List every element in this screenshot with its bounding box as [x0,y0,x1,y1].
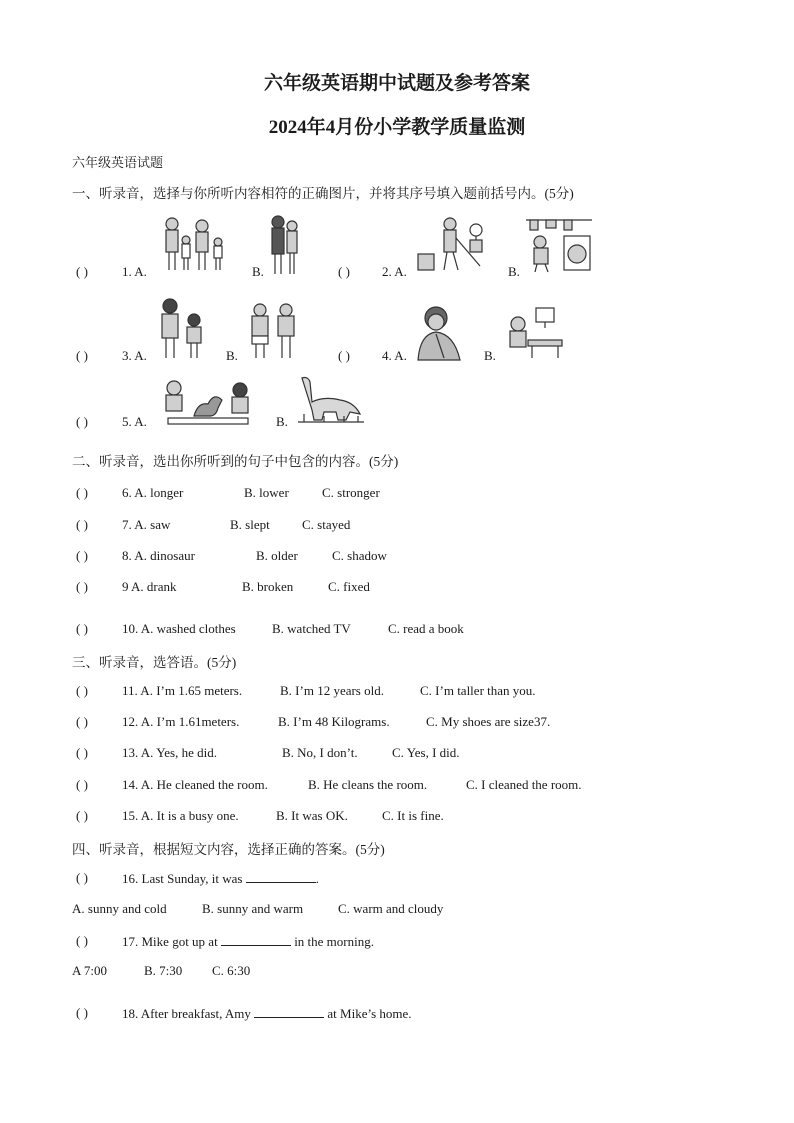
dinosaur-skeleton-picture-icon [294,374,366,426]
q17-stem-text: 17. Mike got up at [122,934,218,949]
answer-paren[interactable]: ( ) [76,548,88,563]
q18-stem-text: 18. After breakfast, Amy [122,1006,251,1021]
q2-label: 2. A. [382,264,407,279]
part2-heading: 二、听录音，选出你所听到的句子中包含的内容。(5分) [72,454,399,469]
q18-stem-end: at Mike’s home. [327,1006,412,1021]
answer-paren[interactable]: ( ) [76,414,88,429]
q1-label: 1. A. [122,264,147,279]
q11-option-c: C. I’m taller than you. [420,683,536,698]
answer-paren[interactable]: ( ) [338,264,350,279]
document-title: 六年级英语期中试题及参考答案 [263,73,530,94]
part3-heading: 三、听录音，选答语。(5分) [72,655,237,670]
q14-option-c: C. I cleaned the room. [466,777,582,792]
q16-stem [122,870,319,887]
answer-paren[interactable]: ( ) [76,714,88,729]
answer-paren[interactable]: ( ) [76,517,88,532]
q4-label: 4. A. [382,348,407,363]
answer-paren[interactable]: ( ) [338,348,350,363]
q10-option-b: B. watched TV [272,621,351,636]
answer-paren[interactable]: ( ) [76,485,88,500]
q13-option-c: C. Yes, I did. [392,745,460,760]
answer-paren[interactable]: ( ) [76,777,88,792]
q17-option-a: A 7:00 [72,963,108,978]
answer-paren[interactable]: ( ) [76,264,88,279]
q9-option-a: 9 A. drank [122,579,177,594]
paper-label: 六年级英语试题 [72,155,164,170]
q5-label: 5. A. [122,414,147,429]
q14-option-a: 14. A. He cleaned the room. [122,777,268,792]
q16-option-b: B. sunny and warm [202,901,304,916]
q16-option-a: A. sunny and cold [72,901,167,916]
answer-paren[interactable]: ( ) [76,745,88,760]
answer-paren[interactable]: ( ) [76,579,88,594]
q3-option-b-image[interactable] [246,302,302,360]
q11-option-a: 11. A. I’m 1.65 meters. [122,683,243,698]
q8-option-b: B. older [256,548,298,563]
q5-option-a-image[interactable] [160,378,256,428]
q6-option-b: B. lower [244,485,289,500]
q3-label: 3. A. [122,348,147,363]
q15-option-a: 15. A. It is a busy one. [122,808,239,823]
q7-option-b: B. slept [230,517,270,532]
q3-option-a-image[interactable] [158,298,208,360]
q18-stem [122,1005,412,1022]
tall-and-short-boys-picture-icon [158,298,208,360]
q9-option-b: B. broken [242,579,294,594]
q2-b-label: B. [508,264,520,279]
q14-option-b: B. He cleans the room. [308,777,428,792]
q15-option-c: C. It is fine. [382,808,444,823]
q17-stem [122,933,374,950]
q5-option-b-image[interactable] [294,374,366,426]
q16-stem-end: . [315,871,319,886]
q4-option-b-image[interactable] [502,304,564,360]
boy-at-desk-picture-icon [502,304,564,360]
q15-option-b: B. It was OK. [276,808,348,823]
answer-paren[interactable]: ( ) [76,683,88,698]
answer-paren[interactable]: ( ) [76,933,88,948]
q10-option-a: 10. A. washed clothes [122,621,236,636]
q4-option-a-image[interactable] [414,304,464,362]
q7-option-c: C. stayed [302,517,351,532]
old-man-picture-icon [414,304,464,362]
couple-picture-icon [266,214,302,276]
answer-paren[interactable]: ( ) [76,870,88,885]
q12-option-a: 12. A. I’m 1.61meters. [122,714,240,729]
q10-option-c: C. read a book [388,621,464,636]
q17-option-b: B. 7:30 [144,963,183,978]
two-students-picture-icon [246,302,302,360]
q16-blank[interactable] [246,870,316,883]
family-picture-icon [158,214,230,274]
q7-option-a: 7. A. saw [122,517,171,532]
q1-option-a-image[interactable] [158,214,230,274]
q1-b-label: B. [252,264,264,279]
q18-blank[interactable] [254,1005,324,1018]
q1-option-b-image[interactable] [266,214,302,276]
answer-paren[interactable]: ( ) [76,808,88,823]
q3-b-label: B. [226,348,238,363]
document-subtitle: 2024年4月份小学教学质量监测 [268,117,526,138]
q11-option-b: B. I’m 12 years old. [280,683,384,698]
kids-with-toy-dinosaur-picture-icon [160,378,256,428]
q12-option-c: C. My shoes are size37. [426,714,551,729]
q9-option-c: C. fixed [328,579,370,594]
q6-option-c: C. stronger [322,485,380,500]
q2-option-b-image[interactable] [524,214,594,276]
q16-option-c: C. warm and cloudy [338,901,444,916]
q5-b-label: B. [276,414,288,429]
part1-heading: 一、听录音，选择与你所听内容相符的正确图片，并将其序号填入题前括号内。(5分) [72,186,574,201]
answer-paren[interactable]: ( ) [76,348,88,363]
q13-option-a: 13. A. Yes, he did. [122,745,217,760]
washing-machine-picture-icon [524,214,594,276]
q6-option-a: 6. A. longer [122,485,184,500]
q17-blank[interactable] [221,933,291,946]
q13-option-b: B. No, I don’t. [282,745,358,760]
answer-paren[interactable]: ( ) [76,621,88,636]
watering-plants-picture-icon [416,214,490,274]
q17-stem-end: in the morning. [294,934,374,949]
part4-heading: 四、听录音，根据短文内容，选择正确的答案。(5分) [72,842,385,857]
q4-b-label: B. [484,348,496,363]
answer-paren[interactable]: ( ) [76,1005,88,1020]
q8-option-c: C. shadow [332,548,387,563]
q2-option-a-image[interactable] [416,214,490,274]
q12-option-b: B. I’m 48 Kilograms. [278,714,390,729]
q16-stem-text: 16. Last Sunday, it was [122,871,243,886]
q8-option-a: 8. A. dinosaur [122,548,195,563]
q17-option-c: C. 6:30 [212,963,251,978]
